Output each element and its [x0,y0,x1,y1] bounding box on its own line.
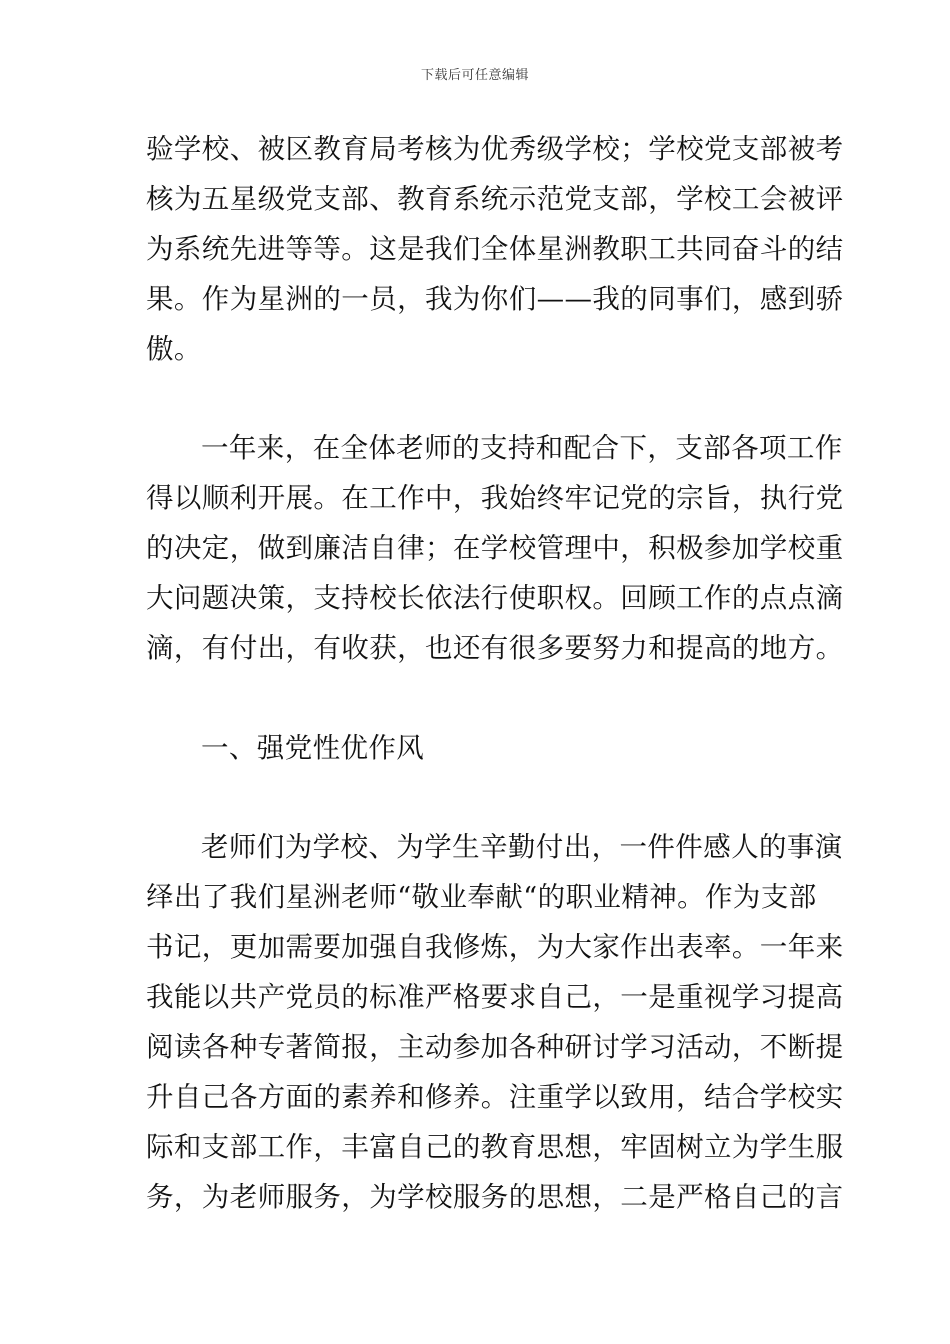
text-line: 老师们为学校、为学生辛勤付出，一件件感人的事演 [201,831,843,863]
text-line: 果。作为星洲的一员，我为你们——我的同事们，感到骄 [146,283,844,315]
text-line: 我能以共产党员的标准严格要求自己，一是重视学习提高 [146,981,844,1013]
text-line: 绎出了我们星洲老师“敬业奉献“的职业精神。作为支部 [146,881,817,913]
text-line: 滴，有付出，有收获，也还有很多要努力和提高的地方。 [146,632,844,664]
text-line: 的决定，做到廉洁自律；在学校管理中，积极参加学校重 [146,532,844,564]
text-line: 务，为老师服务，为学校服务的思想，二是严格自己的言 [146,1181,844,1213]
section-heading: 一、强党性优作风 [201,732,425,764]
text-line: 大问题决策，支持校长依法行使职权。回顾工作的点点滴 [146,582,844,614]
text-line: 核为五星级党支部、教育系统示范党支部，学校工会被评 [146,183,844,215]
page-header: 下载后可任意编辑 [420,68,529,83]
text-line: 为系统先进等等。这是我们全体星洲教职工共同奋斗的结 [146,233,844,265]
text-line: 阅读各种专著简报，主动参加各种研讨学习活动，不断提 [146,1031,844,1063]
text-line: 升自己各方面的素养和修养。注重学以致用，结合学校实 [146,1081,844,1113]
text-line: 得以顺利开展。在工作中，我始终牢记党的宗旨，执行党 [146,482,844,514]
text-line: 际和支部工作，丰富自己的教育思想，牢固树立为学生服 [146,1131,844,1163]
text-line: 验学校、被区教育局考核为优秀级学校；学校党支部被考 [146,133,844,165]
text-line: 傲。 [146,333,202,365]
text-line: 一年来，在全体老师的支持和配合下，支部各项工作 [201,432,843,464]
text-line: 书记，更加需要加强自我修炼，为大家作出表率。一年来 [146,931,844,963]
